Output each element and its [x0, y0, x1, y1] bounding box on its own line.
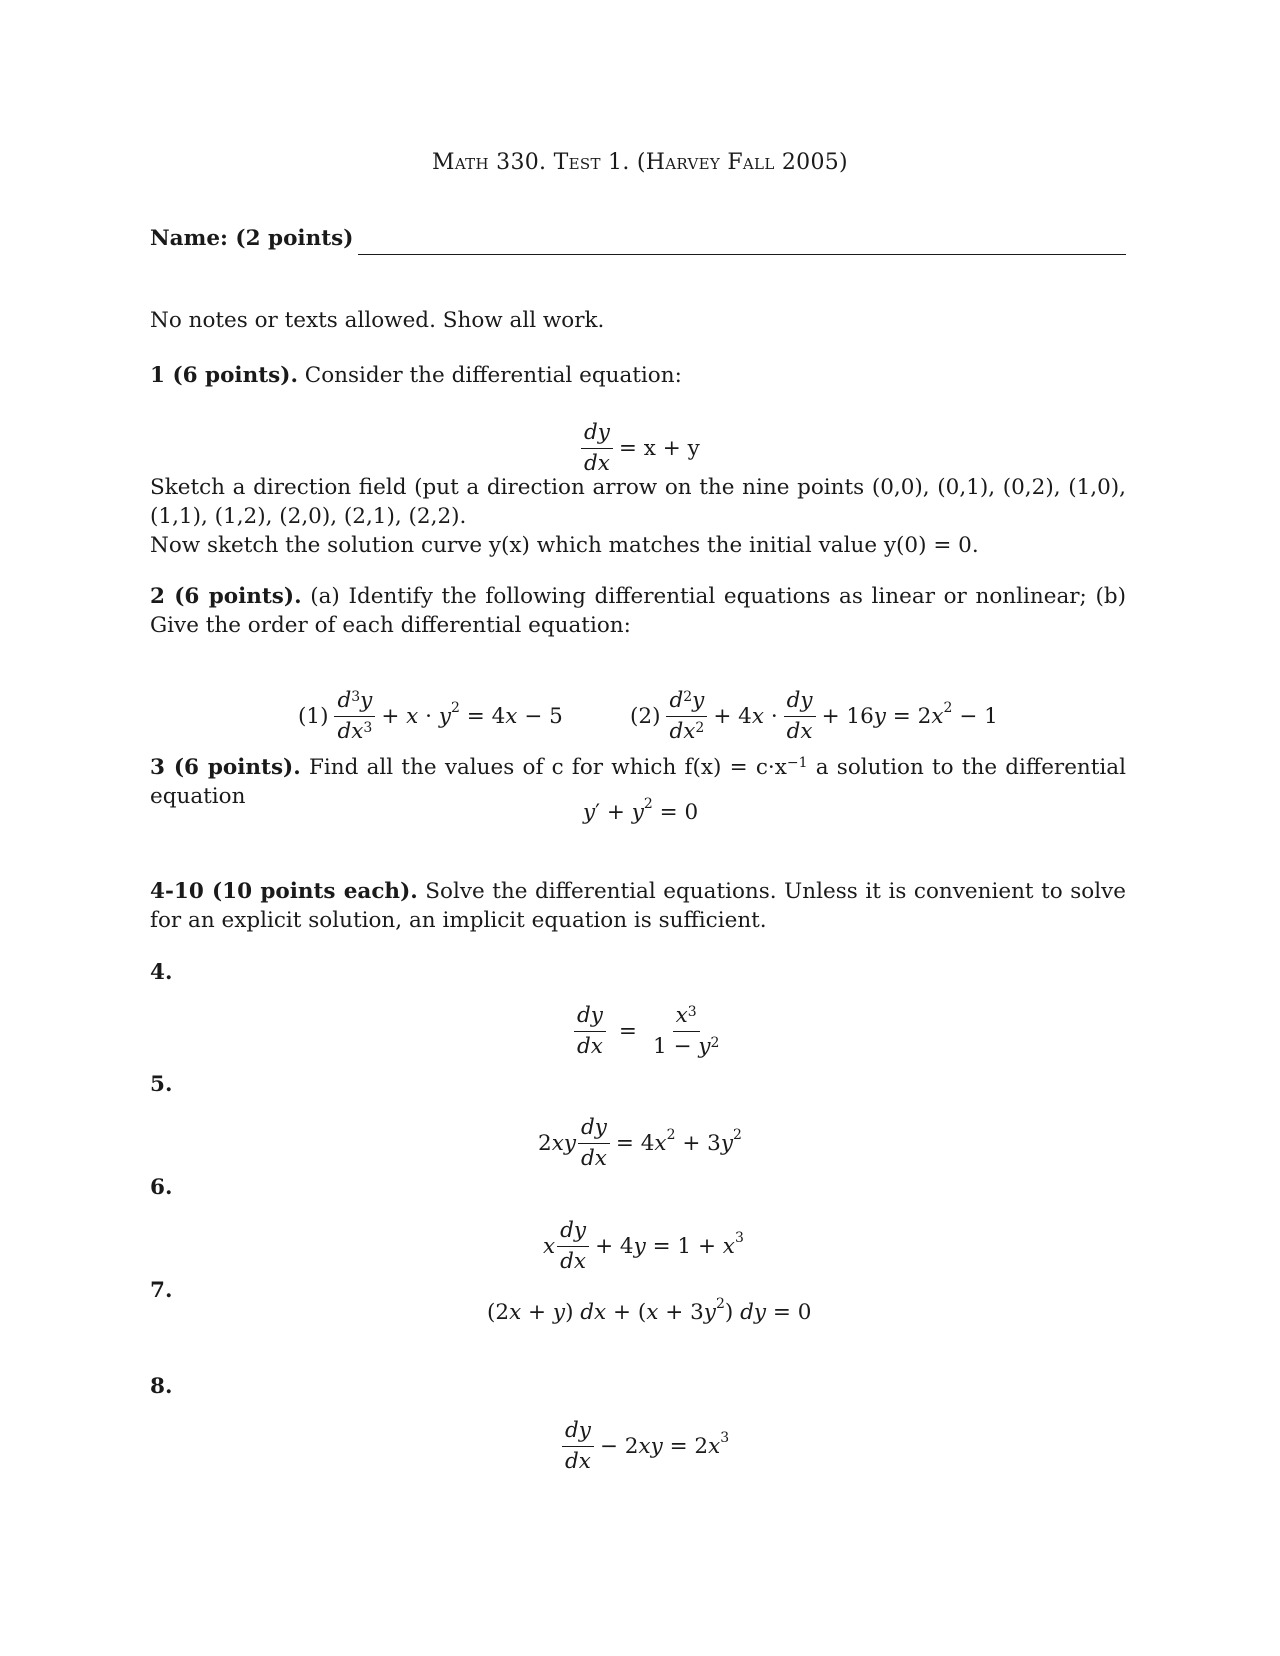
- problem-3-equation: $y' + y^2 = 0$: [583, 796, 699, 825]
- problem-2-equation-2: (2) $\frac{d^2y}{dx^2}$ + 4x · $\frac{dy}{dx}$ + $16y = 2x^2 - 1$: [630, 688, 998, 744]
- question-5-equation: 2xy $\frac{dy}{dx}$ = $4x^2 + 3y^2$: [538, 1115, 742, 1171]
- name-input-line[interactable]: [358, 254, 1126, 255]
- question-5-number: 5.: [150, 1072, 173, 1097]
- equation-1-tag: (1): [298, 704, 329, 729]
- problem-1-equation-rhs: = x + y: [618, 436, 700, 461]
- question-4-number: 4.: [150, 960, 173, 985]
- question-7-number: 7.: [150, 1278, 173, 1303]
- equation-2-tag: (2): [630, 704, 661, 729]
- problem-1-text-a: Sketch a direction field (put a direction arrow on the nine points (0,0), (0,1), (0,2), (1,0), (1,1), (1,2), (2,0), (2,1), (2,2).: [150, 475, 1126, 529]
- instructions: No notes or texts allowed. Show all work.: [150, 308, 605, 333]
- question-6-number: 6.: [150, 1175, 173, 1200]
- problem-1-text-b: Now sketch the solution curve y(x) which matches the initial value y(0) = 0.: [150, 533, 979, 558]
- problem-3-label: 3 (6 points).: [150, 755, 301, 780]
- problems-4-10-text: Solve the differential equations. Unless it is convenient to solve for an explicit solution, an implicit equation is sufficient.: [150, 879, 1126, 933]
- question-8-number: 8.: [150, 1374, 173, 1399]
- name-label: Name: (2 points): [150, 226, 354, 251]
- problem-2-label: 2 (6 points).: [150, 584, 302, 609]
- problems-4-10-heading: [150, 877, 1126, 935]
- question-7-equation: (2x + y) dx + $(x + 3y^2)$ dy = 0: [487, 1296, 812, 1325]
- problem-1-heading: [150, 361, 1126, 390]
- title-text: Math 330. Test 1. (Harvey Fall 2005): [432, 150, 848, 175]
- dy-dx-fraction: $\frac{dy}{dx}$: [581, 420, 613, 477]
- problems-4-10-label: 4-10 (10 points each).: [150, 879, 418, 904]
- problem-2-text: (a) Identify the following differential equations as linear or nonlinear; (b) Give the order of each differential equation:: [150, 584, 1126, 638]
- problem-1-intro: Consider the differential equation:: [304, 363, 682, 388]
- question-8-equation: $\frac{dy}{dx}$ − $2xy = 2x^3$: [556, 1418, 729, 1475]
- problem-2-equation-1: (1) $\frac{d^3y}{dx^3}$ + $x \cdot y^2 = 4x - 5$: [298, 688, 563, 744]
- question-4-equation: $\frac{dy}{dx}$ = $\frac{x^3}{1 - y^2}$: [568, 1003, 728, 1060]
- problem-1-label: 1 (6 points).: [150, 363, 298, 388]
- problem-3-text-start: Find all the values of c for which f(x) = c·x: [308, 755, 787, 780]
- problem-1-equation: [575, 420, 700, 477]
- page-title: [0, 150, 1280, 175]
- problem-3-text-end: a solution to the differential equation: [150, 755, 1126, 809]
- problem-3-exponent: −1: [786, 755, 808, 771]
- question-6-equation: x $\frac{dy}{dx}$ + $4y = 1 + x^3$: [543, 1218, 744, 1274]
- problem-2-heading: [150, 582, 1126, 640]
